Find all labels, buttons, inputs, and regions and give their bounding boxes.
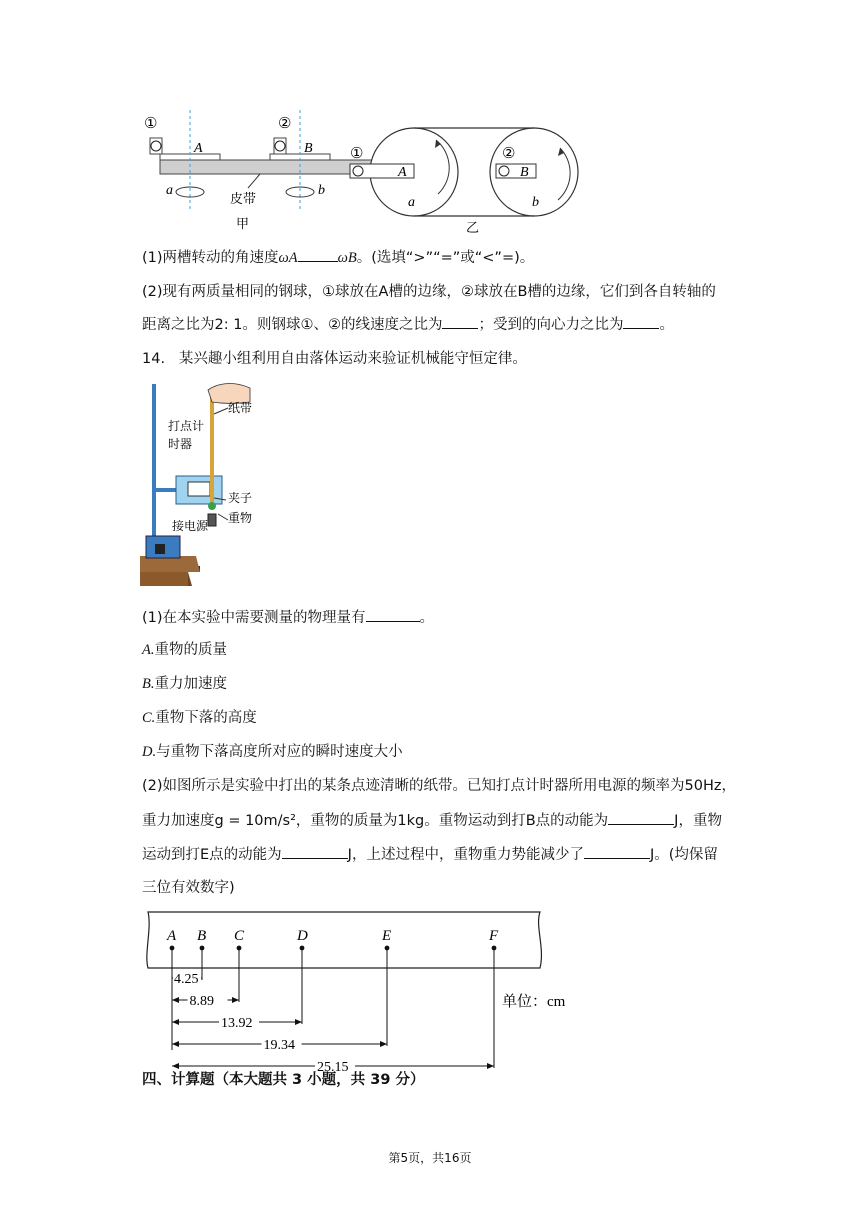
slot-a-label-right: A xyxy=(398,165,407,180)
wheel-b-label: b xyxy=(532,195,539,210)
q14-part2-text-e: J。(均保留 xyxy=(649,847,718,863)
tape-label: 纸带 xyxy=(228,401,253,415)
q13-part2-text-c: 。 xyxy=(659,317,674,333)
q14-part2-text-a: 重力加速度g = 10m/s²，重物的质量为1kg。重物运动到打B点的动能为 xyxy=(142,813,609,829)
caption-yi: 乙 xyxy=(466,221,480,236)
option-letter: D. xyxy=(142,744,157,760)
omega-a: ωA xyxy=(278,250,298,266)
answer-blank xyxy=(298,247,338,262)
slot-b-label-right: B xyxy=(520,165,529,180)
tape-dot xyxy=(385,946,390,951)
tape-point-label: C xyxy=(234,928,245,944)
q14-part2-line3 xyxy=(142,844,718,865)
rotation-apparatus-figure xyxy=(140,110,580,240)
option-b xyxy=(142,674,227,694)
question-number: 14. xyxy=(142,351,166,367)
belt-label: 皮带 xyxy=(230,192,257,207)
weight-label: 重物 xyxy=(228,511,253,525)
q14-part1 xyxy=(142,607,434,628)
answer-blank xyxy=(442,314,478,329)
tape-distance-label: 19.34 xyxy=(263,1038,295,1053)
answer-blank xyxy=(623,314,659,329)
axis-a-label: a xyxy=(166,183,173,198)
paper-tape-figure xyxy=(140,906,590,1075)
slot-b-label-left: B xyxy=(304,141,313,156)
option-text: 重物下落的高度 xyxy=(155,710,257,726)
tape-point-label: B xyxy=(197,928,207,944)
option-c xyxy=(142,708,257,728)
answer-blank xyxy=(608,810,674,825)
q14-part2-text-b: J，重物 xyxy=(674,813,722,829)
option-text: 与重物下落高度所对应的瞬时速度大小 xyxy=(156,744,403,760)
q13-part2-line1: (2)现有两质量相同的钢球，①球放在A槽的边缘，②球放在B槽的边缘，它们到各自转轴的 xyxy=(142,284,716,300)
axis-b-label: b xyxy=(318,183,325,198)
slot-a-label-left: A xyxy=(194,141,203,156)
option-a xyxy=(142,640,227,660)
option-letter: C. xyxy=(142,710,156,726)
answer-blank xyxy=(366,607,420,622)
tape-point-label: A xyxy=(167,928,177,944)
q13-part2-line2 xyxy=(142,314,674,335)
figure-yi xyxy=(350,128,578,236)
q13-part1 xyxy=(142,247,534,268)
answer-blank xyxy=(282,844,348,859)
timer-label-1: 打点计 xyxy=(168,419,205,433)
tape-dot xyxy=(237,946,242,951)
tape-distance-label: 8.89 xyxy=(189,994,214,1009)
tape-unit-label: 单位：cm xyxy=(502,994,566,1010)
mark-2-right: ② xyxy=(502,146,516,162)
tape-dot xyxy=(492,946,497,951)
q14-part1-end: 。 xyxy=(419,610,435,626)
tape-dot xyxy=(200,946,205,951)
q14-stem xyxy=(142,349,527,369)
question-stem: 某兴趣小组利用自由落体运动来验证机械能守恒定律。 xyxy=(178,351,527,367)
tape-distance-label: 25.15 xyxy=(317,1060,349,1075)
tape-point-label: D xyxy=(297,928,308,944)
q13-part2-text-b: ；受到的向心力之比为 xyxy=(478,317,624,333)
tape-distance-label: 4.25 xyxy=(174,972,199,987)
q13-part1-prefix: (1)两槽转动的角速度 xyxy=(142,250,279,266)
q14-part2-line2 xyxy=(142,810,722,831)
page-footer: 第5页，共16页 xyxy=(388,1151,472,1165)
tape-point-label: F xyxy=(489,928,499,944)
q14-part2-line4: 三位有效数字) xyxy=(142,880,235,896)
section-4-heading: 四、计算题（本大题共 3 小题，共 39 分） xyxy=(142,1072,425,1088)
mark-1-right: ① xyxy=(350,146,364,162)
option-letter: B. xyxy=(142,676,155,692)
option-letter: A. xyxy=(142,642,155,658)
tape-dot xyxy=(170,946,175,951)
omega-b: ωB xyxy=(337,250,357,266)
power-label: 接电源 xyxy=(172,519,209,533)
option-text: 重物的质量 xyxy=(154,642,227,658)
mark-2-left: ② xyxy=(278,116,292,132)
free-fall-apparatus-figure xyxy=(140,380,270,590)
answer-blank xyxy=(584,844,650,859)
wheel-a-label: a xyxy=(408,195,415,210)
q14-part2-text-d: J，上述过程中，重物重力势能减少了 xyxy=(347,847,584,863)
tape-distance-label: 13.92 xyxy=(221,1016,253,1031)
q14-part2-text-c: 运动到打E点的动能为 xyxy=(142,847,282,863)
q14-part2-line1: (2)如图所示是实验中打出的某条点迹清晰的纸带。已知打点计时器所用电源的频率为50Hz， xyxy=(142,778,737,794)
mark-1-left: ① xyxy=(144,116,158,132)
timer-label-2: 时器 xyxy=(168,437,193,451)
tape-point-label: E xyxy=(382,928,392,944)
option-d xyxy=(142,742,403,762)
tape-dot xyxy=(300,946,305,951)
option-text: 重力加速度 xyxy=(154,676,227,692)
q13-part2-text-a: 距离之比为2: 1。则钢球①、②的线速度之比为 xyxy=(142,317,443,333)
q14-part1-text: (1)在本实验中需要测量的物理量有 xyxy=(142,610,366,626)
clip-label: 夹子 xyxy=(228,491,253,505)
caption-jia: 甲 xyxy=(236,217,250,232)
q13-part1-suffix: 。(选填“>”“=”或“<”=)。 xyxy=(356,250,535,266)
